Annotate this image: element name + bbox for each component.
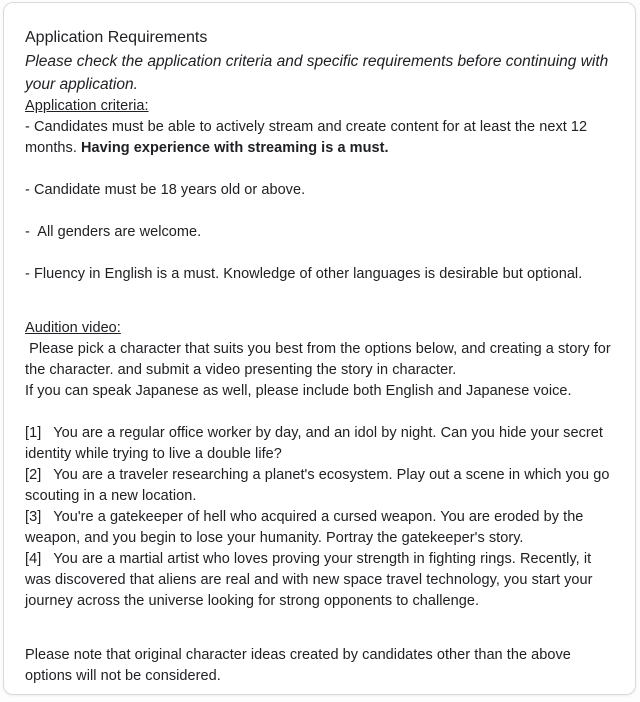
criteria-item-2: - Candidate must be 18 years old or above. [25, 182, 306, 198]
criteria-item-1-text: - Candidates must be able to actively stream and create content for at least the next 12 months. [25, 119, 592, 156]
criteria-item-1 [25, 117, 611, 159]
audition-option-2: [2] You are a traveler researching a planet's ecosystem. Play out a scene in which you go scouting in a new location. [25, 467, 614, 504]
audition-option-4: [4] You are a martial artist who loves proving your strength in fighting rings. Recently, it was discovered that aliens are real and with new space travel technology, you start your journey across the universe looking for strong opponents to challenge. [25, 551, 597, 609]
intro-text: Please check the application criteria and specific requirements before continuing with your application. [25, 53, 613, 93]
criteria-item-4: - Fluency in English is a must. Knowledge of other languages is desirable but optional. [25, 266, 583, 282]
audition-option-1: [1] You are a regular office worker by day, and an idol by night. Can you hide your secret identity while trying to live a double life? [25, 425, 608, 462]
section-title: Application Requirements [25, 29, 208, 46]
audition-instruction-1: Please pick a character that suits you best from the options below, and creating a story for the character. and submit a video presenting the story in character. [25, 341, 615, 378]
original-character-note: Please note that original character ideas created by candidates other than the above options will not be considered. [25, 647, 575, 684]
audition-heading: Audition video: [25, 320, 121, 336]
audition-option-3: [3] You're a gatekeeper of hell who acquired a cursed weapon. You are eroded by the weapon, and you begin to lose your humanity. Portray the gatekeeper's story. [25, 509, 588, 546]
criteria-item-3: - All genders are welcome. [25, 224, 202, 240]
criteria-heading: Application criteria: [25, 98, 149, 114]
criteria-item-1-bold: Having experience with streaming is a must. [81, 140, 389, 156]
audition-options-list [25, 423, 614, 612]
audition-instruction-2: If you can speak Japanese as well, please include both English and Japanese voice. [25, 383, 572, 399]
section-card [3, 2, 636, 695]
